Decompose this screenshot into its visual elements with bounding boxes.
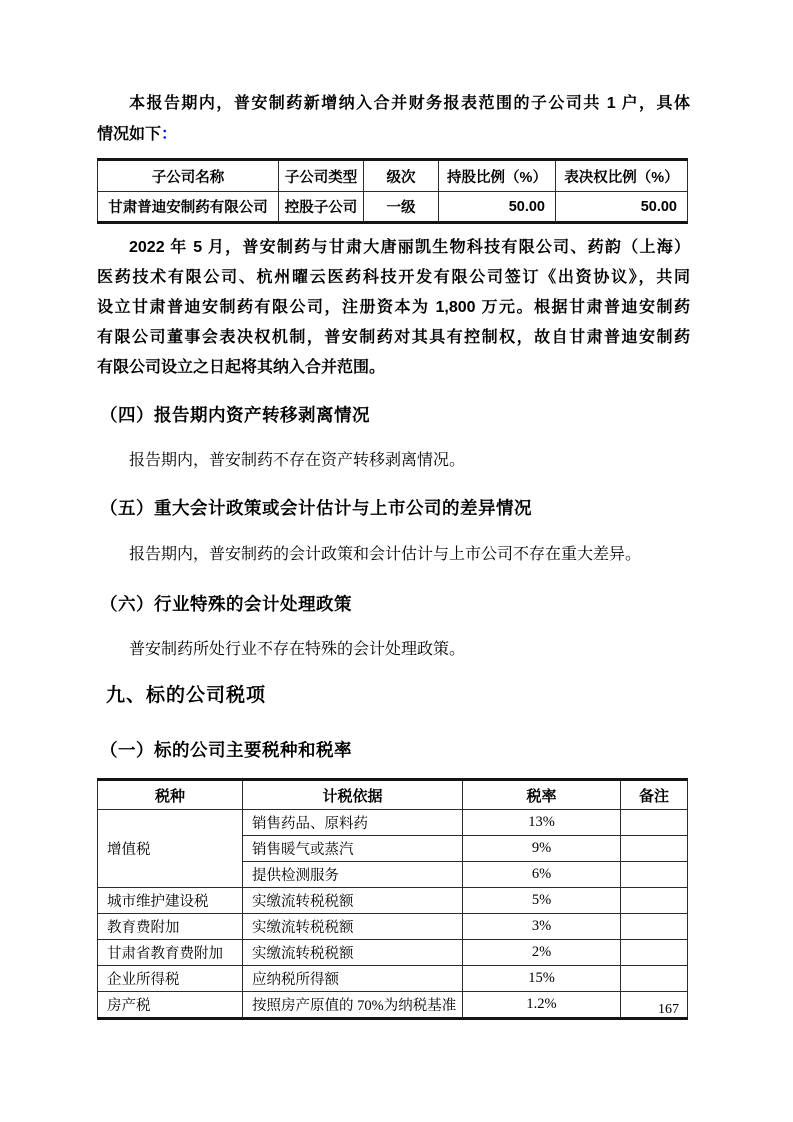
table-row [98, 192, 688, 223]
table-cell: 企业所得税 [98, 966, 243, 992]
table-cell [621, 966, 688, 992]
table-cell: 按照房产原值的 70%为纳税基准 [243, 992, 463, 1019]
table-cell: 13% [463, 810, 621, 836]
text-line: 医药技术有限公司、杭州曜云医药科技开发有限公司签订《出资协议》，共同 [97, 269, 690, 286]
table-cell: 50.00 [556, 192, 688, 223]
section-body-asset-transfer: 报告期内，普安制药不存在资产转移剥离情况。 [129, 452, 466, 469]
table-cell [621, 836, 688, 862]
text-line [97, 119, 690, 150]
table-cell: 6% [463, 862, 621, 888]
table-cell: 1.2% [463, 992, 621, 1019]
table-cell: 15% [463, 966, 621, 992]
colon-highlight: ： [161, 126, 178, 143]
text-line: 有限公司设立之日起将其纳入合并范围。 [97, 359, 386, 376]
section-heading-tax-types-rates: （一）标的公司主要税种和税率 [100, 740, 352, 760]
text-line: 有限公司董事会表决权机制，普安制药对其具有控制权，故自甘肃普迪安制药 [97, 329, 690, 346]
section-body-industry-accounting: 普安制药所处行业不存在特殊的会计处理政策。 [129, 641, 466, 658]
page-number: 167 [658, 1002, 679, 1017]
table-row [98, 914, 688, 940]
table-cell: 甘肃省教育费附加 [98, 940, 243, 966]
table-cell: 一级 [364, 192, 439, 223]
establishment-paragraph [97, 233, 690, 383]
table-cell [621, 914, 688, 940]
table-cell: 9% [463, 836, 621, 862]
column-header: 计税依据 [243, 780, 463, 810]
column-header: 备注 [621, 780, 688, 810]
table-header-row [98, 160, 688, 192]
table-cell: 甘肃普迪安制药有限公司 [98, 192, 279, 223]
section-heading-industry-accounting: （六）行业特殊的会计处理政策 [100, 594, 352, 614]
section-heading-accounting-policy-diff: （五）重大会计政策或会计估计与上市公司的差异情况 [100, 498, 532, 518]
column-header: 级次 [364, 160, 439, 192]
text-line: 设立甘肃普迪安制药有限公司，注册资本为 1,800 万元。根据甘肃普迪安制药 [97, 299, 690, 316]
table-cell: 教育费附加 [98, 914, 243, 940]
table-cell [621, 940, 688, 966]
table-cell: 实缴流转税税额 [243, 914, 463, 940]
table-row [98, 992, 688, 1019]
table-cell: 增值税 [98, 810, 243, 888]
text-line: 2022 年 5 月，普安制药与甘肃大唐丽凯生物科技有限公司、药韵（上海） [129, 239, 690, 256]
table-cell: 50.00 [439, 192, 556, 223]
table-cell: 提供检测服务 [243, 862, 463, 888]
subsidiary-table [97, 158, 688, 224]
table-cell: 销售暖气或蒸汽 [243, 836, 463, 862]
table-cell: 城市维护建设税 [98, 888, 243, 914]
section-heading-asset-transfer: （四）报告期内资产转移剥离情况 [100, 405, 370, 425]
column-header: 税率 [463, 780, 621, 810]
table-row [98, 966, 688, 992]
table-cell: 控股子公司 [279, 192, 364, 223]
table-cell: 房产税 [98, 992, 243, 1019]
table-cell: 2% [463, 940, 621, 966]
table-cell: 实缴流转税税额 [243, 888, 463, 914]
column-header: 税种 [98, 780, 243, 810]
column-header: 持股比例（%） [439, 160, 556, 192]
table-cell: 5% [463, 888, 621, 914]
table-row [98, 888, 688, 914]
text-run: 情况如下 [97, 126, 162, 143]
table-row [98, 940, 688, 966]
column-header: 表决权比例（%） [556, 160, 688, 192]
table-row [98, 810, 688, 836]
table-cell [621, 810, 688, 836]
table-cell: 销售药品、原料药 [243, 810, 463, 836]
table-cell [621, 862, 688, 888]
text-line: 本报告期内，普安制药新增纳入合并财务报表范围的子公司共 1 户，具体 [129, 95, 690, 112]
table-cell [621, 888, 688, 914]
table-cell: 应纳税所得额 [243, 966, 463, 992]
table-cell: 实缴流转税税额 [243, 940, 463, 966]
tax-rate-table [97, 778, 688, 1020]
column-header: 子公司类型 [279, 160, 364, 192]
section-body-accounting-policy-diff: 报告期内，普安制药的会计政策和会计估计与上市公司不存在重大差异。 [129, 546, 642, 563]
chapter-heading-tax-matters: 九、标的公司税项 [106, 685, 267, 706]
column-header: 子公司名称 [98, 160, 279, 192]
table-cell: 3% [463, 914, 621, 940]
intro-paragraph [97, 88, 690, 150]
table-header-row [98, 780, 688, 810]
